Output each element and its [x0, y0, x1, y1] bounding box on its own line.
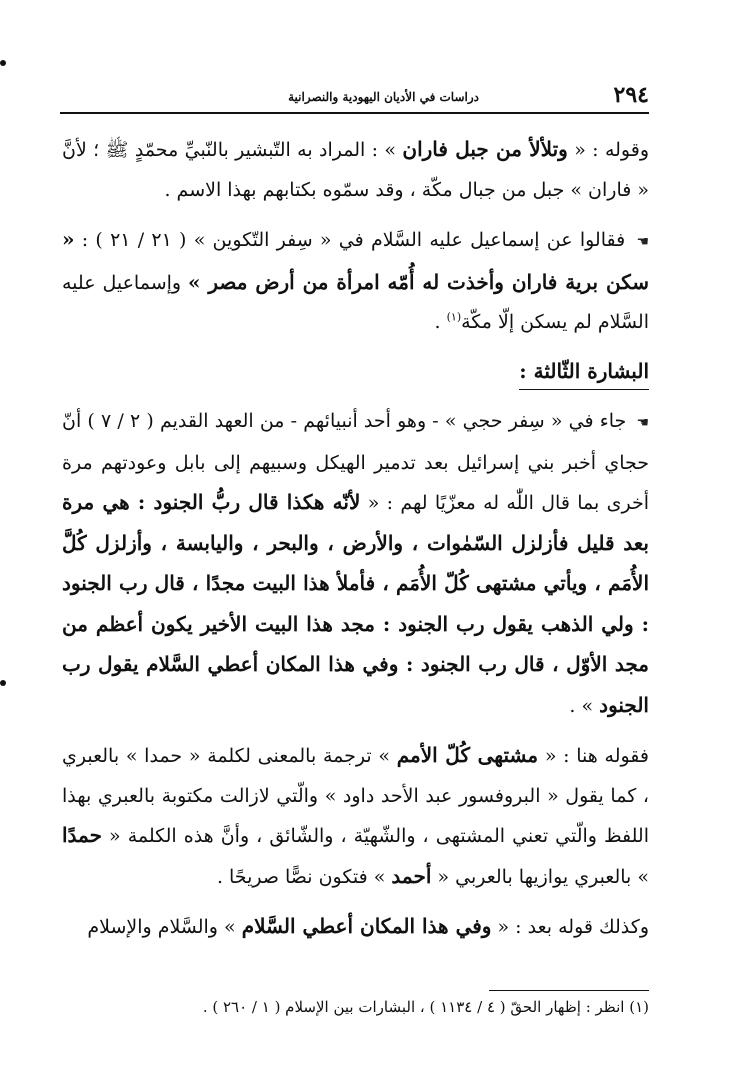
- page-number: ٢٩٤: [613, 82, 649, 108]
- quote-bold: « سكن برية فاران وأخذت له أُمّه امرأة من أرض مصر »: [62, 227, 649, 294]
- paragraph-4: فقوله هنا : « مشتهى كُلّ الأمم » ترجمة بالمعنى لكلمة « حمدا » بالعبري ، كما يقول « البروفسور عبد الأحد داود » والّتي لازالت مكتوبة بالعبري بهذا اللفظ والّتي تعني المشتهى ، والشّهيّة ، والشّائق ، وأنَّ هذه الكلمة « حمدًا » بالعبري يوازيها بالعربي « أحمد » فتكون نصًّا صريحًا .: [62, 743, 650, 888]
- footnote-ref: (١): [446, 310, 462, 324]
- quote-bold: وتلألأ من جبل فاران: [402, 137, 568, 161]
- pointing-hand-icon: ☚: [636, 234, 649, 250]
- scan-edge-mark: [0, 680, 6, 686]
- paragraph-1: وقوله : « وتلألأ من جبل فاران » : المراد به التّبشير بالنّبيِّ محمّدٍ ﷺ ؛ لأنَّ « فاران » جبل من جبال مكّة ، وقد سمّوه بكتابهم بهذا الاسم .: [62, 137, 649, 201]
- quote-bold: أحمد: [391, 863, 432, 888]
- paragraph-5: وكذلك قوله بعد : « وفي هذا المكان أعطي السَّلام » والسَّلام والإسلام: [87, 914, 649, 938]
- footnote: (١) انظر : إظهار الحقّ ( ٤ / ١١٣٤ ) ، البشارات بين الإسلام ( ١ / ٢٦٠ ) .: [202, 998, 649, 1016]
- section-heading: البشارة الثّالثة :: [519, 353, 649, 390]
- quote-bold: وفي هذا المكان أعطي السَّلام: [241, 914, 492, 938]
- paragraph-2: ☚ فقالوا عن إسماعيل عليه السَّلام في « سِفر التّكوين » ( ٢١ / ٢١ ) : « سكن برية فاران وأخذت له أُمّه امرأة من أرض مصر » وإسماعيل عليه السَّلام لم يسكن إلّا مكّة$^{(١)}$ .: [62, 227, 649, 333]
- section-heading-wrap: [62, 353, 649, 393]
- page-body: [62, 130, 649, 948]
- scan-edge-mark: [0, 60, 6, 66]
- pointing-hand-icon: ☚: [636, 415, 649, 431]
- footnote-divider: [489, 990, 649, 991]
- quote-bold: لأنّه هكذا قال ربُّ الجنود : هي مرة بعد قليل فأزلزل السّمٰوات ، والأرض ، والبحر ، واليابسة ، وأزلزل كُلَّ الأُمَم ، ويأتي مشتهى كُلّ الأُمَم ، فأملأ هذا البيت مجدًا ، قال رب الجنود : ولي الذهب يقول رب الجنود : مجد هذا البيت الأخير يكون أعظم من مجد الأوّل ، قال رب الجنود : وفي هذا المكان أعطي السَّلام يقول رب الجنود: [62, 490, 649, 717]
- quote-bold: مشتهى كُلّ الأمم: [396, 743, 539, 767]
- paragraph-3: ☚ جاء في « سِفر حجي » - وهو أحد أنبيائهم - من العهد القديم ( ٢ / ٧ ) أنّ حجاي أخبر بني إسرائيل بعد تدمير الهيكل وسبيهم إلى بابل وعودتهم مرة أخرى بما قال اللّٰه له معزّيًا لهم : « لأنّه هكذا قال ربُّ الجنود : هي مرة بعد قليل فأزلزل السّمٰوات ، والأرض ، والبحر ، واليابسة ، وأزلزل كُلَّ الأُمَم ، ويأتي مشتهى كُلّ الأُمَم ، فأملأ هذا البيت مجدًا ، قال رب الجنود : ولي الذهب يقول رب الجنود : مجد هذا البيت الأخير يكون أعظم من مجد الأوّل ، قال رب الجنود : وفي هذا المكان أعطي السَّلام يقول رب الجنود » .: [62, 410, 650, 717]
- quote-bold: حمدًا: [62, 823, 102, 847]
- page-header: [60, 82, 649, 114]
- running-title: دراسات في الأديان اليهودية والنصرانية: [288, 90, 479, 104]
